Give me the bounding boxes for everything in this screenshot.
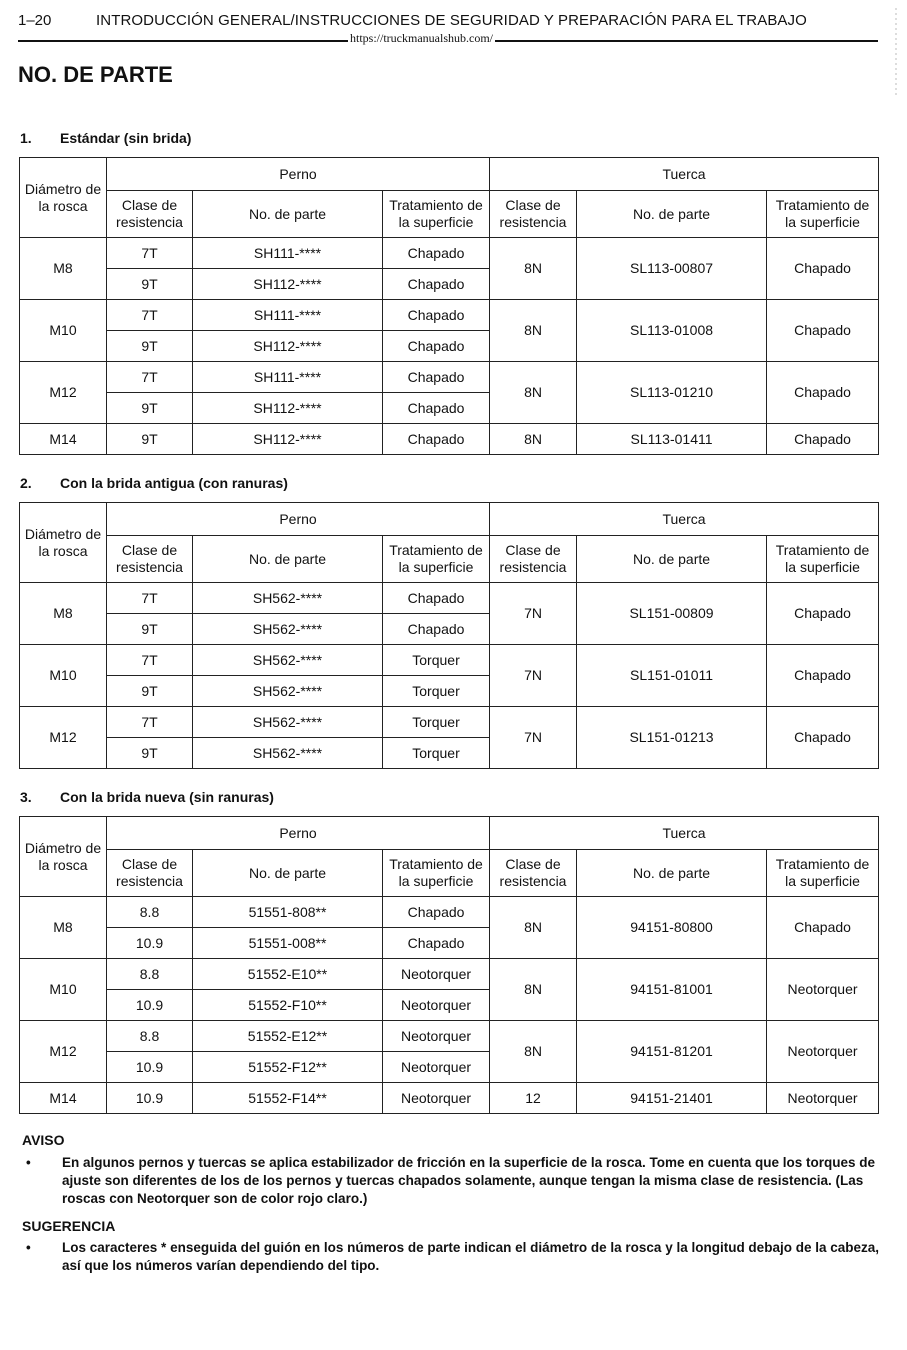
thread-diameter-cell: M8 — [20, 897, 107, 959]
table-subheader-row — [20, 191, 879, 238]
bolt-part-number-cell: SH111-**** — [193, 238, 383, 269]
bolt-part-number-cell: 51552-F12** — [193, 1052, 383, 1083]
nut-finish-cell: Chapado — [767, 645, 879, 707]
table-row — [20, 707, 879, 738]
table-row — [20, 897, 879, 928]
scan-edge-mark — [893, 8, 901, 98]
nut-finish-cell: Chapado — [767, 300, 879, 362]
header-tuerca: Tuerca — [490, 503, 879, 536]
bolt-part-number-cell: SH112-**** — [193, 331, 383, 362]
header-diametro: Diámetro de la rosca — [20, 503, 107, 583]
page-header — [18, 10, 878, 45]
nut-class-cell: 7N — [490, 583, 577, 645]
bolt-class-cell: 10.9 — [107, 1083, 193, 1114]
table-row — [20, 424, 879, 455]
nut-class-cell: 8N — [490, 959, 577, 1021]
bolt-finish-cell: Neotorquer — [383, 1052, 490, 1083]
table-row — [20, 238, 879, 269]
parts-table-3 — [19, 816, 879, 1114]
parts-table-1 — [19, 157, 879, 455]
bolt-finish-cell: Chapado — [383, 393, 490, 424]
nut-class-cell: 12 — [490, 1083, 577, 1114]
header-clase-tuerca: Clase de resistencia — [490, 850, 577, 897]
nut-finish-cell: Chapado — [767, 238, 879, 300]
nut-class-cell: 8N — [490, 238, 577, 300]
header-diametro: Diámetro de la rosca — [20, 817, 107, 897]
bolt-part-number-cell: SH111-**** — [193, 300, 383, 331]
nut-class-cell: 7N — [490, 707, 577, 769]
thread-diameter-cell: M8 — [20, 238, 107, 300]
table-row — [20, 300, 879, 331]
header-url[interactable]: https://truckmanualshub.com/ — [350, 31, 493, 45]
thread-diameter-cell: M12 — [20, 362, 107, 424]
header-perno: Perno — [107, 817, 490, 850]
bolt-class-cell: 9T — [107, 614, 193, 645]
table-header-row — [20, 503, 879, 536]
bolt-part-number-cell: SH562-**** — [193, 614, 383, 645]
nut-part-number-cell: SL151-00809 — [577, 583, 767, 645]
thread-diameter-cell: M10 — [20, 300, 107, 362]
bolt-part-number-cell: 51552-F14** — [193, 1083, 383, 1114]
thread-diameter-cell: M12 — [20, 707, 107, 769]
bolt-finish-cell: Chapado — [383, 238, 490, 269]
nut-part-number-cell: SL113-00807 — [577, 238, 767, 300]
bolt-part-number-cell: SH562-**** — [193, 645, 383, 676]
bullet: • — [26, 1240, 31, 1255]
bolt-part-number-cell: 51552-E10** — [193, 959, 383, 990]
table-header-row — [20, 158, 879, 191]
header-tratamiento-perno: Tratamiento de la superficie — [383, 536, 490, 583]
bolt-finish-cell: Chapado — [383, 331, 490, 362]
nut-part-number-cell: SL113-01008 — [577, 300, 767, 362]
header-perno: Perno — [107, 158, 490, 191]
thread-diameter-cell: M10 — [20, 645, 107, 707]
nut-class-cell: 8N — [490, 362, 577, 424]
bolt-finish-cell: Neotorquer — [383, 990, 490, 1021]
header-no-parte-perno: No. de parte — [193, 850, 383, 897]
bolt-finish-cell: Chapado — [383, 300, 490, 331]
bolt-finish-cell: Chapado — [383, 362, 490, 393]
bolt-class-cell: 7T — [107, 645, 193, 676]
nut-finish-cell: Chapado — [767, 424, 879, 455]
section-number: 2. — [20, 475, 32, 491]
bolt-part-number-cell: 51552-F10** — [193, 990, 383, 1021]
bolt-class-cell: 8.8 — [107, 897, 193, 928]
bolt-class-cell: 9T — [107, 676, 193, 707]
header-diametro: Diámetro de la rosca — [20, 158, 107, 238]
nut-finish-cell: Chapado — [767, 707, 879, 769]
nut-class-cell: 8N — [490, 897, 577, 959]
bolt-part-number-cell: SH562-**** — [193, 707, 383, 738]
bolt-class-cell: 8.8 — [107, 1021, 193, 1052]
nut-part-number-cell: SL113-01210 — [577, 362, 767, 424]
thread-diameter-cell: M14 — [20, 1083, 107, 1114]
header-tratamiento-tuerca: Tratamiento de la superficie — [767, 536, 879, 583]
nut-finish-cell: Neotorquer — [767, 1083, 879, 1114]
bolt-part-number-cell: SH562-**** — [193, 738, 383, 769]
header-tuerca: Tuerca — [490, 817, 879, 850]
header-clase-tuerca: Clase de resistencia — [490, 191, 577, 238]
bolt-class-cell: 7T — [107, 362, 193, 393]
section-label: Estándar (sin brida) — [60, 130, 192, 146]
bolt-class-cell: 7T — [107, 300, 193, 331]
bolt-part-number-cell: 51551-808** — [193, 897, 383, 928]
header-tratamiento-tuerca: Tratamiento de la superficie — [767, 191, 879, 238]
table-row — [20, 645, 879, 676]
nut-part-number-cell: SL113-01411 — [577, 424, 767, 455]
table-row — [20, 959, 879, 990]
header-title: INTRODUCCIÓN GENERAL/INSTRUCCIONES DE SEGURIDAD Y PREPARACIÓN PARA EL TRABAJO — [96, 12, 807, 29]
header-perno: Perno — [107, 503, 490, 536]
bolt-finish-cell: Neotorquer — [383, 959, 490, 990]
bolt-finish-cell: Neotorquer — [383, 1083, 490, 1114]
document-title: NO. DE PARTE — [18, 62, 173, 87]
aviso-note — [22, 1154, 882, 1208]
header-clase-perno: Clase de resistencia — [107, 850, 193, 897]
bolt-class-cell: 10.9 — [107, 990, 193, 1021]
bolt-part-number-cell: SH562-**** — [193, 583, 383, 614]
bolt-class-cell: 9T — [107, 393, 193, 424]
bolt-class-cell: 8.8 — [107, 959, 193, 990]
nut-part-number-cell: 94151-81201 — [577, 1021, 767, 1083]
nut-part-number-cell: 94151-81001 — [577, 959, 767, 1021]
bullet: • — [26, 1155, 31, 1170]
bolt-part-number-cell: 51551-008** — [193, 928, 383, 959]
aviso-label: AVISO — [22, 1132, 65, 1148]
bolt-finish-cell: Chapado — [383, 897, 490, 928]
nut-part-number-cell: SL151-01213 — [577, 707, 767, 769]
header-no-parte-tuerca: No. de parte — [577, 191, 767, 238]
sugerencia-label: SUGERENCIA — [22, 1218, 116, 1234]
header-no-parte-tuerca: No. de parte — [577, 850, 767, 897]
table-row — [20, 362, 879, 393]
section-1-title — [20, 130, 191, 146]
header-clase-perno: Clase de resistencia — [107, 536, 193, 583]
section-number: 3. — [20, 789, 32, 805]
bolt-finish-cell: Neotorquer — [383, 1021, 490, 1052]
bolt-finish-cell: Torquer — [383, 707, 490, 738]
table-row — [20, 583, 879, 614]
thread-diameter-cell: M10 — [20, 959, 107, 1021]
bolt-finish-cell: Chapado — [383, 269, 490, 300]
nut-part-number-cell: 94151-21401 — [577, 1083, 767, 1114]
bolt-part-number-cell: SH112-**** — [193, 269, 383, 300]
bolt-part-number-cell: SH562-**** — [193, 676, 383, 707]
parts-table-2 — [19, 502, 879, 769]
bolt-finish-cell: Chapado — [383, 583, 490, 614]
section-number: 1. — [20, 130, 32, 146]
header-no-parte-tuerca: No. de parte — [577, 536, 767, 583]
nut-class-cell: 8N — [490, 300, 577, 362]
nut-finish-cell: Chapado — [767, 583, 879, 645]
bolt-part-number-cell: SH111-**** — [193, 362, 383, 393]
header-no-parte-perno: No. de parte — [193, 191, 383, 238]
nut-finish-cell: Neotorquer — [767, 1021, 879, 1083]
bolt-part-number-cell: SH112-**** — [193, 424, 383, 455]
thread-diameter-cell: M8 — [20, 583, 107, 645]
bolt-part-number-cell: SH112-**** — [193, 393, 383, 424]
table-row — [20, 1083, 879, 1114]
nut-finish-cell: Chapado — [767, 897, 879, 959]
bolt-class-cell: 9T — [107, 424, 193, 455]
thread-diameter-cell: M14 — [20, 424, 107, 455]
nut-part-number-cell: 94151-80800 — [577, 897, 767, 959]
header-clase-tuerca: Clase de resistencia — [490, 536, 577, 583]
header-tratamiento-perno: Tratamiento de la superficie — [383, 191, 490, 238]
section-2-title — [20, 475, 288, 491]
section-label: Con la brida antigua (con ranuras) — [60, 475, 288, 491]
nut-part-number-cell: SL151-01011 — [577, 645, 767, 707]
nut-finish-cell: Chapado — [767, 362, 879, 424]
bolt-finish-cell: Chapado — [383, 928, 490, 959]
bolt-class-cell: 9T — [107, 331, 193, 362]
nut-class-cell: 8N — [490, 424, 577, 455]
sugerencia-text: Los caracteres * enseguida del guión en los números de parte indican el diámetro de la rosca y la longitud debajo de la cabeza, así que los números varían dependiendo del tipo. — [62, 1240, 879, 1273]
header-no-parte-perno: No. de parte — [193, 536, 383, 583]
bolt-finish-cell: Torquer — [383, 676, 490, 707]
bolt-finish-cell: Torquer — [383, 738, 490, 769]
thread-diameter-cell: M12 — [20, 1021, 107, 1083]
bolt-class-cell: 7T — [107, 238, 193, 269]
bolt-part-number-cell: 51552-E12** — [193, 1021, 383, 1052]
bolt-class-cell: 10.9 — [107, 928, 193, 959]
aviso-text: En algunos pernos y tuercas se aplica estabilizador de fricción en la superficie de la rosca. Tome en cuenta que los torques de ajuste son diferentes de los de los pernos y tuercas chapados solamente, aunque tengan la misma clase de resistencia. (Las roscas con Neotorquer son de color rojo claro.) — [62, 1155, 875, 1206]
sugerencia-note — [22, 1239, 882, 1275]
section-label: Con la brida nueva (sin ranuras) — [60, 789, 274, 805]
bolt-class-cell: 9T — [107, 269, 193, 300]
table-subheader-row — [20, 850, 879, 897]
bolt-class-cell: 7T — [107, 583, 193, 614]
bolt-class-cell: 7T — [107, 707, 193, 738]
nut-class-cell: 7N — [490, 645, 577, 707]
section-3-title — [20, 789, 274, 805]
header-tratamiento-perno: Tratamiento de la superficie — [383, 850, 490, 897]
bolt-finish-cell: Chapado — [383, 424, 490, 455]
nut-class-cell: 8N — [490, 1021, 577, 1083]
nut-finish-cell: Neotorquer — [767, 959, 879, 1021]
bolt-class-cell: 10.9 — [107, 1052, 193, 1083]
table-row — [20, 1021, 879, 1052]
bolt-class-cell: 9T — [107, 738, 193, 769]
table-header-row — [20, 817, 879, 850]
table-subheader-row — [20, 536, 879, 583]
header-tuerca: Tuerca — [490, 158, 879, 191]
header-tratamiento-tuerca: Tratamiento de la superficie — [767, 850, 879, 897]
page-number: 1–20 — [18, 12, 52, 29]
bolt-finish-cell: Chapado — [383, 614, 490, 645]
bolt-finish-cell: Torquer — [383, 645, 490, 676]
header-clase-perno: Clase de resistencia — [107, 191, 193, 238]
